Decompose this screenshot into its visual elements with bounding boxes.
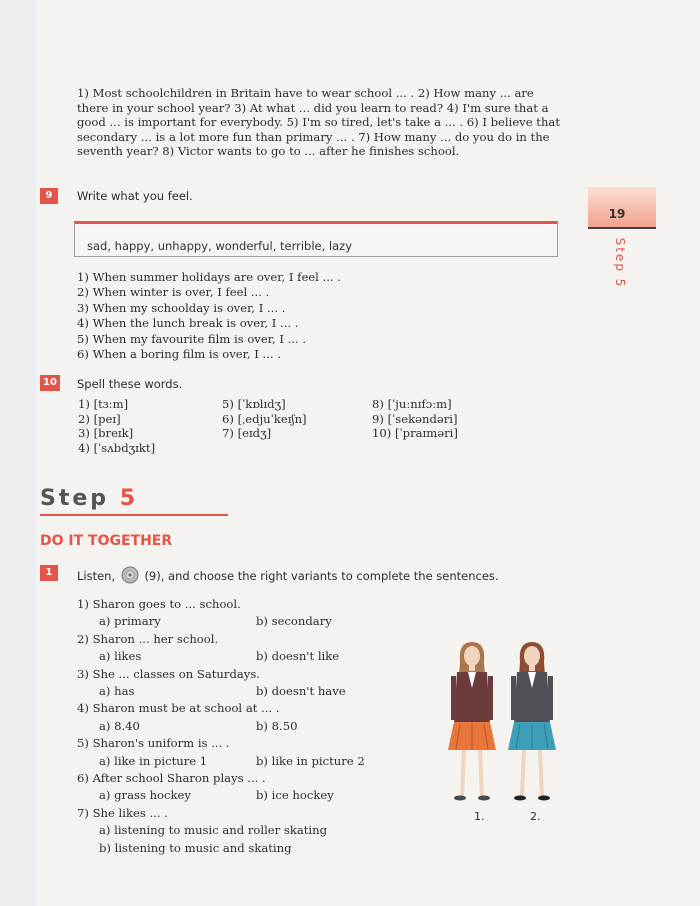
transcription: 5) [ˈkɒlɪdʒ] — [222, 397, 286, 411]
option-a: a) grass hockey — [99, 788, 191, 803]
instruction-part-1: Listen, — [77, 569, 116, 583]
list-item: 3) When my schoolday is over, I ... . — [77, 300, 286, 315]
step-heading-word: Step — [40, 486, 110, 511]
option-b: b) doesn't have — [256, 684, 346, 698]
exercise-8-text: 1) Most schoolchildren in Britain have to wear school ... . 2) How many ... are there in your school year? 3) At what ... did you learn to read? 4) I'm sure that a good ... is important for everybody. 5) I'm so tired, let's take a ... . 6) I believe that secondary ... is a lot more fun than primary ... . 7) How many ... do you do in the seventh year? 8) Victor wants to go to ... after he finishes school. — [77, 86, 560, 159]
transcription: 8) [ˈjuːnɪfɔːm] — [372, 397, 452, 411]
option-b: b) listening to music and skating — [99, 840, 292, 855]
option-a: a) listening to music and roller skating — [99, 823, 328, 838]
transcription-column-1 — [78, 397, 155, 455]
question: 4) Sharon must be at school at ... . — [77, 701, 280, 716]
option-b: b) ice hockey — [256, 788, 334, 803]
options-row — [77, 613, 332, 630]
options-row — [77, 683, 346, 700]
step-heading — [40, 486, 138, 511]
option-a: a) 8.40 — [99, 718, 140, 733]
option-a: a) primary — [99, 614, 161, 629]
exercise-1-instruction — [77, 566, 499, 587]
options-row — [77, 787, 334, 804]
transcription: 10) [ˈpraɪməri] — [372, 426, 458, 440]
word-box — [74, 221, 558, 257]
transcription: 9) [ˈsekəndəri] — [372, 411, 458, 426]
audio-disc-icon — [121, 566, 139, 587]
transcription: 1) [tɜːm] — [78, 397, 129, 411]
question: 3) She ... classes on Saturdays. — [77, 666, 260, 681]
options-row — [77, 753, 365, 770]
exercise-9-instruction: Write what you feel. — [77, 189, 193, 203]
option-b: b) 8.50 — [256, 718, 298, 733]
option-a: a) has — [99, 684, 135, 698]
transcription: 6) [ˌedjuˈkeɪʃn] — [222, 411, 307, 426]
question: 1) Sharon goes to ... school. — [77, 597, 241, 611]
step-heading-underline — [40, 514, 228, 516]
uniforms-illustration — [440, 638, 570, 808]
question: 2) Sharon ... her school. — [77, 631, 219, 646]
exercise-10-instruction: Spell these words. — [77, 377, 183, 391]
word-box-text: sad, happy, unhappy, wonderful, terrible, lazy — [87, 239, 353, 253]
list-item: 2) When winter is over, I feel ... . — [77, 285, 270, 300]
exercise-9-badge: 9 — [40, 188, 58, 204]
options-row — [77, 718, 327, 735]
transcription-column-3 — [372, 397, 458, 441]
option-a: a) likes — [99, 649, 142, 664]
transcription-column-2 — [222, 397, 307, 441]
option-b: b) doesn't like — [256, 649, 340, 664]
list-item: 6) When a boring film is over, I ... . — [77, 347, 281, 362]
exercise-1-questions — [77, 596, 365, 857]
option-b: b) secondary — [256, 614, 332, 629]
list-item: 1) When summer holidays are over, I feel ... . — [77, 270, 341, 284]
list-item: 4) When the lunch break is over, I ... . — [77, 316, 299, 331]
option-b: b) like in picture 2 — [256, 753, 365, 768]
exercise-9-list — [77, 270, 341, 362]
girl-figure-1 — [448, 642, 496, 801]
picture-label-2: 2. — [530, 810, 541, 823]
girl-figure-2 — [508, 642, 556, 801]
option-a: a) like in picture 1 — [99, 753, 208, 768]
transcription: 4) [ˈsʌbdʒɪkt] — [78, 440, 156, 455]
transcription: 7) [eɪdʒ] — [222, 426, 272, 440]
list-item: 5) When my favourite film is over, I ... . — [77, 331, 307, 346]
side-step-label: Step 5 — [613, 237, 627, 289]
question: 7) She likes ... . — [77, 805, 168, 820]
transcription: 3) [breɪk] — [78, 426, 134, 440]
exercise-1-badge: 1 — [40, 565, 58, 581]
section-title: DO IT TOGETHER — [40, 533, 173, 549]
picture-label-1: 1. — [474, 810, 485, 823]
question: 5) Sharon's uniform is ... . — [77, 736, 230, 751]
page-number: 19 — [608, 207, 626, 221]
step-heading-number: 5 — [119, 486, 139, 511]
question: 6) After school Sharon plays ... . — [77, 770, 266, 785]
instruction-part-2: (9), and choose the right variants to complete the sentences. — [144, 569, 499, 583]
options-row — [77, 648, 340, 665]
left-margin-strip — [0, 0, 36, 906]
transcription: 2) [peɪ] — [78, 411, 121, 426]
exercise-10-badge: 10 — [40, 375, 60, 391]
